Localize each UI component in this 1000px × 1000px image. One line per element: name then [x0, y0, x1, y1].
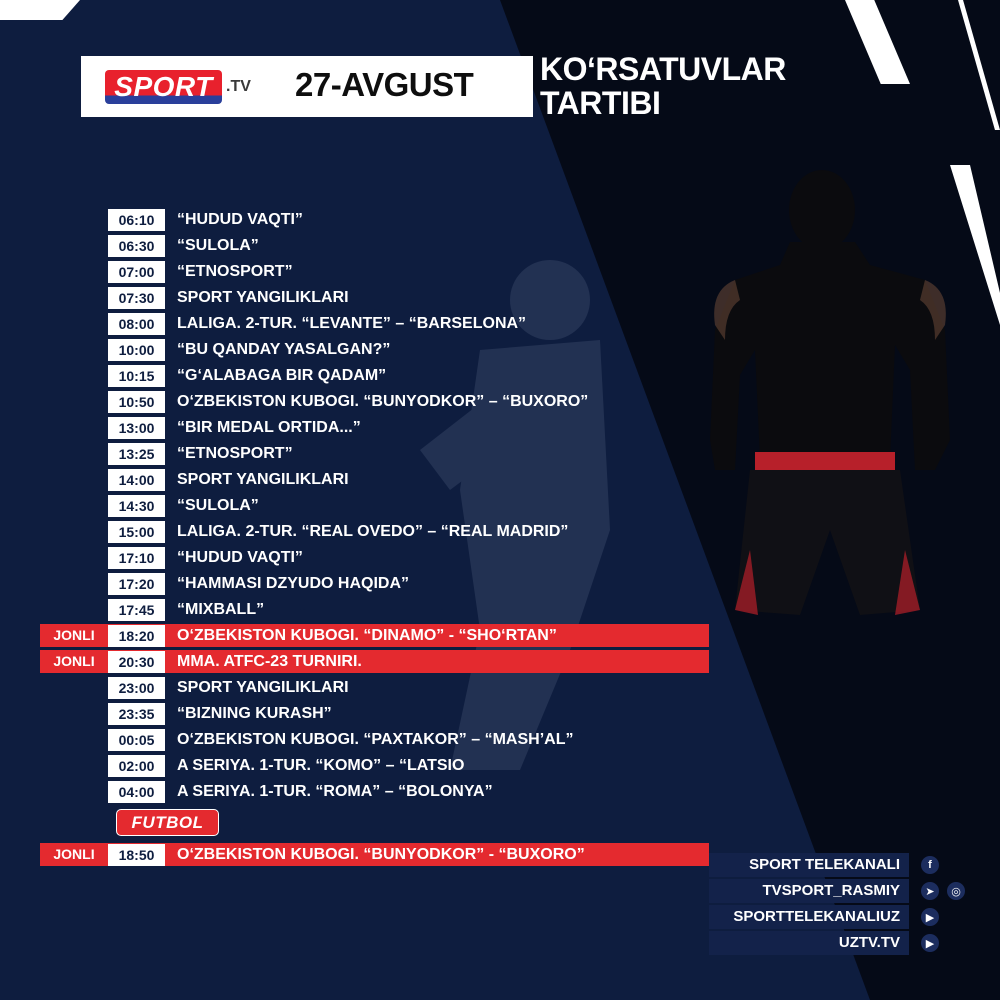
- program-title: O‘ZBEKISTON KUBOGI. “BUNYODKOR” - “BUXORO”: [177, 846, 585, 863]
- futbol-live-row: [0, 843, 720, 869]
- program-title: “ETNOSPORT”: [177, 445, 293, 462]
- title-line-2: TARTIBI: [540, 85, 661, 121]
- schedule-row: [0, 312, 720, 338]
- schedule-row: [0, 390, 720, 416]
- program-title: “BIZNING KURASH”: [177, 705, 332, 722]
- program-title: O‘ZBEKISTON KUBOGI. “BUNYODKOR” – “BUXORO”: [177, 393, 589, 410]
- social-links: [709, 853, 989, 957]
- program-time: 18:20: [108, 625, 165, 647]
- program-time: 23:35: [108, 703, 165, 725]
- schedule-row: [0, 650, 720, 676]
- program-time: 13:00: [108, 417, 165, 439]
- logo-suffix: .TV: [226, 78, 251, 95]
- program-time: 17:20: [108, 573, 165, 595]
- live-label: JONLI: [53, 627, 95, 643]
- program-title: A SERIYA. 1-TUR. “ROMA” – “BOLONYA”: [177, 783, 493, 800]
- schedule-row: [0, 468, 720, 494]
- program-title: A SERIYA. 1-TUR. “KOMO” – “LATSIO: [177, 757, 465, 774]
- fighter-silhouette-image: [700, 170, 960, 630]
- title-line-1: KO‘RSATUVLAR: [540, 51, 786, 87]
- program-time: 15:00: [108, 521, 165, 543]
- program-time: 08:00: [108, 313, 165, 335]
- program-title: SPORT YANGILIKLARI: [177, 471, 349, 488]
- program-title: “SULOLA”: [177, 497, 259, 514]
- program-time: 04:00: [108, 781, 165, 803]
- social-row: [709, 879, 989, 905]
- program-title: “SULOLA”: [177, 237, 259, 254]
- program-title: SPORT YANGILIKLARI: [177, 679, 349, 696]
- schedule-row: [0, 676, 720, 702]
- instagram-icon[interactable]: ◎: [947, 882, 965, 900]
- program-time: 14:30: [108, 495, 165, 517]
- program-title: SPORT YANGILIKLARI: [177, 289, 349, 306]
- schedule-row: [0, 338, 720, 364]
- schedule-row: [0, 780, 720, 806]
- telegram-icon[interactable]: ➤: [921, 882, 939, 900]
- program-title: MMA. ATFC-23 TURNIRI.: [177, 653, 362, 670]
- social-handle[interactable]: SPORT TELEKANALI: [709, 853, 909, 877]
- play-icon[interactable]: ▶: [921, 934, 939, 952]
- logo-box: SPORT: [105, 70, 222, 104]
- program-time: 14:00: [108, 469, 165, 491]
- program-time: 06:10: [108, 209, 165, 231]
- program-title: “HUDUD VAQTI”: [177, 549, 303, 566]
- sport-tv-logo: [105, 70, 255, 104]
- social-handle[interactable]: UZTV.TV: [709, 931, 909, 955]
- program-title: “ETNOSPORT”: [177, 263, 293, 280]
- program-time: 17:10: [108, 547, 165, 569]
- schedule-row: [0, 702, 720, 728]
- schedule-row: [0, 416, 720, 442]
- program-title: “G‘ALABAGA BIR QADAM”: [177, 367, 387, 384]
- schedule-row: [0, 364, 720, 390]
- schedule-row: [0, 624, 720, 650]
- futbol-badge: FUTBOL: [116, 809, 219, 836]
- schedule-row: [0, 234, 720, 260]
- schedule-row: [0, 598, 720, 624]
- program-time: 18:50: [108, 844, 165, 866]
- program-time: 17:45: [108, 599, 165, 621]
- program-time: 13:25: [108, 443, 165, 465]
- program-title: O‘ZBEKISTON KUBOGI. “DINAMO” - “SHO‘RTAN”: [177, 627, 557, 644]
- program-time: 02:00: [108, 755, 165, 777]
- program-time: 00:05: [108, 729, 165, 751]
- youtube-icon[interactable]: ▶: [921, 908, 939, 926]
- program-title: O‘ZBEKISTON KUBOGI. “PAXTAKOR” – “MASH’AL”: [177, 731, 574, 748]
- live-label: JONLI: [53, 846, 95, 862]
- program-time: 10:15: [108, 365, 165, 387]
- program-time: 07:30: [108, 287, 165, 309]
- schedule-row: [0, 286, 720, 312]
- program-time: 06:30: [108, 235, 165, 257]
- social-row: [709, 931, 989, 957]
- schedule-row: [0, 843, 720, 869]
- program-title: LALIGA. 2-TUR. “REAL OVEDO” – “REAL MADRID”: [177, 523, 569, 540]
- program-title: “BU QANDAY YASALGAN?”: [177, 341, 391, 358]
- social-handle[interactable]: SPORTTELEKANALIUZ: [709, 905, 909, 929]
- schedule-row: [0, 546, 720, 572]
- social-row: [709, 853, 989, 879]
- top-left-stripe: [0, 0, 80, 20]
- program-title: “HUDUD VAQTI”: [177, 211, 303, 228]
- page-title: [540, 52, 786, 120]
- header-box: [81, 56, 533, 117]
- schedule-row: [0, 208, 720, 234]
- program-title: “MIXBALL”: [177, 601, 265, 618]
- schedule-row: [0, 572, 720, 598]
- schedule-row: [0, 442, 720, 468]
- program-time: 10:50: [108, 391, 165, 413]
- program-time: 20:30: [108, 651, 165, 673]
- schedule-row: [0, 520, 720, 546]
- schedule-row: [0, 494, 720, 520]
- schedule-date: 27-AVGUST: [295, 66, 474, 103]
- program-time: 10:00: [108, 339, 165, 361]
- program-time: 07:00: [108, 261, 165, 283]
- schedule-list: [0, 208, 720, 806]
- social-handle[interactable]: TVSPORT_RASMIY: [709, 879, 909, 903]
- social-row: [709, 905, 989, 931]
- program-title: LALIGA. 2-TUR. “LEVANTE” – “BARSELONA”: [177, 315, 527, 332]
- facebook-icon[interactable]: f: [921, 856, 939, 874]
- schedule-row: [0, 754, 720, 780]
- live-label: JONLI: [53, 653, 95, 669]
- schedule-row: [0, 728, 720, 754]
- program-title: “BIR MEDAL ORTIDA...”: [177, 419, 361, 436]
- program-title: “HAMMASI DZYUDO HAQIDA”: [177, 575, 409, 592]
- program-time: 23:00: [108, 677, 165, 699]
- schedule-row: [0, 260, 720, 286]
